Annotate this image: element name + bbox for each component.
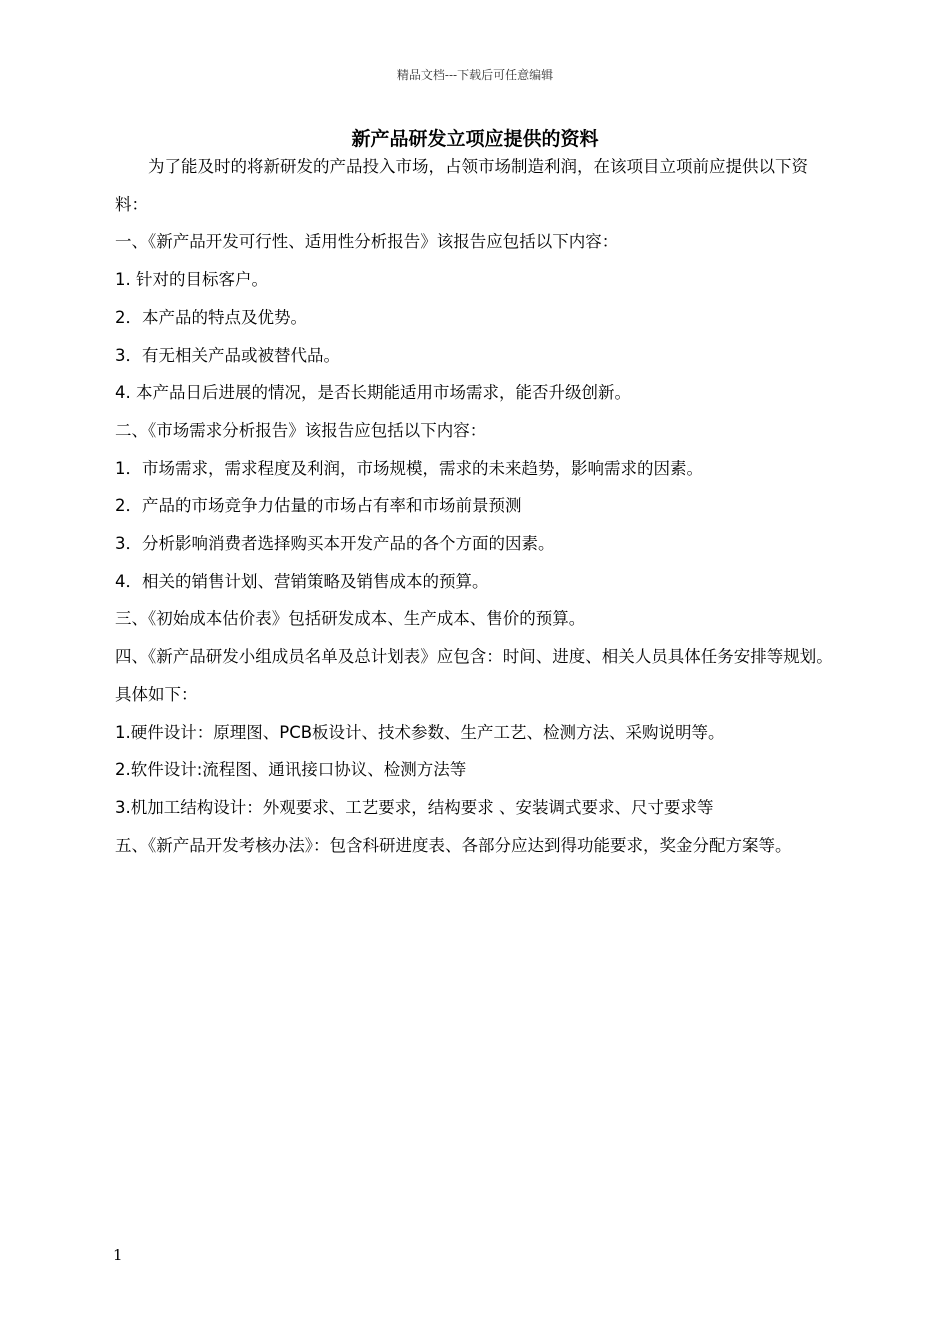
document-body (115, 148, 840, 864)
section-1-item-1: 1. 针对的目标客户。 (115, 270, 268, 290)
document-title: 新产品研发立项应提供的资料 (351, 128, 599, 150)
page-header-note: 精品文档---下载后可任意编辑 (396, 68, 554, 82)
intro-paragraph: 为了能及时的将新研发的产品投入市场，占领市场制造利润，在该项目立项前应提供以下资料： (115, 157, 808, 214)
section-2-item-1: 1．市场需求，需求程度及利润，市场规模，需求的未来趋势，影响需求的因素。 (115, 458, 703, 478)
section-4-item-1: 1.硬件设计：原理图、PCB板设计、技术参数、生产工艺、检测方法、采购说明等。 (115, 722, 725, 742)
section-2-item-2: 2．产品的市场竞争力估量的市场占有率和市场前景预测 (115, 496, 522, 516)
section-1-item-2: 2．本产品的特点及优势。 (115, 307, 307, 327)
section-4-item-3: 3.机加工结构设计：外观要求、工艺要求，结构要求 、安装调式要求、尺寸要求等 (115, 797, 714, 817)
section-5-heading: 五、《新产品开发考核办法》：包含科研进度表、各部分应达到得功能要求，奖金分配方案等。 (115, 835, 792, 855)
section-1-heading: 一、《新产品开发可行性、适用性分析报告》该报告应包括以下内容： (115, 232, 619, 252)
section-2-heading: 二、《市场需求分析报告》该报告应包括以下内容： (115, 420, 487, 440)
section-1-item-3: 3．有无相关产品或被替代品。 (115, 345, 340, 365)
page-number: 1 (113, 1246, 123, 1264)
section-1-item-4: 4. 本产品日后进展的情况，是否长期能适用市场需求，能否升级创新。 (115, 383, 631, 403)
section-2-item-3: 3．分析影响消费者选择购买本开发产品的各个方面的因素。 (115, 534, 555, 554)
section-3-heading: 三、《初始成本估价表》包括研发成本、生产成本、售价的预算。 (115, 609, 586, 629)
section-4-heading: 四、《新产品研发小组成员名单及总计划表》应包含：时间、进度、相关人员具体任务安排等规划。具体如下： (115, 647, 833, 704)
section-2-item-4: 4．相关的销售计划、营销策略及销售成本的预算。 (115, 571, 489, 591)
section-4-item-2: 2.软件设计:流程图、通讯接口协议、检测方法等 (115, 760, 467, 780)
